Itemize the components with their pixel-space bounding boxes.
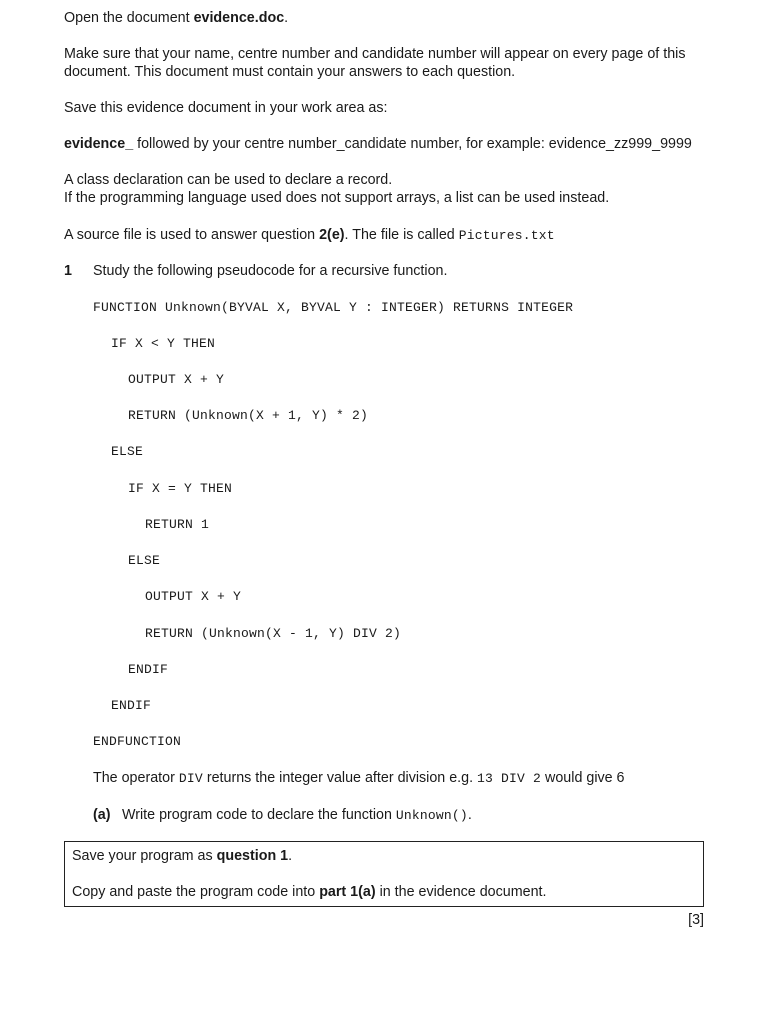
evidence-rest: followed by your centre number_candidate number, for example: evidence_zz999_9999	[133, 136, 692, 152]
class-declaration-note: A class declaration can be used to declare a record.	[64, 172, 393, 188]
box-save-pre: Save your program as	[72, 848, 217, 864]
code-line: ENDFUNCTION	[93, 734, 182, 749]
source-mid: . The file is called	[344, 227, 459, 243]
box-part-ref: part 1(a)	[319, 884, 376, 900]
div-example: 13 DIV 2	[477, 771, 542, 786]
open-text: Open the document	[64, 10, 194, 26]
part-a-pre: Write program code to declare the function	[122, 807, 396, 823]
code-line: ELSE	[111, 444, 144, 459]
part-a-function-name: Unknown()	[395, 808, 468, 823]
div-operator-note	[93, 769, 625, 788]
code-line: RETURN 1	[145, 517, 210, 532]
code-line: OUTPUT X + Y	[128, 372, 225, 387]
source-question-ref: 2(e)	[319, 227, 345, 243]
code-line: IF X < Y THEN	[111, 336, 216, 351]
part-a-post: .	[467, 807, 472, 823]
open-document-instruction	[64, 9, 288, 27]
div-keyword: DIV	[178, 771, 203, 786]
box-copy-line	[72, 883, 546, 901]
make-sure-line-2: document. This document must contain your answers to each question.	[64, 64, 516, 80]
make-sure-line-1: Make sure that your name, centre number and candidate number will appear on every page of this	[64, 46, 686, 62]
box-copy-pre: Copy and paste the program code into	[72, 884, 320, 900]
div-mid: returns the integer value after division e.g.	[202, 770, 478, 786]
div-post: would give 6	[541, 770, 625, 786]
source-pre: A source file is used to answer question	[64, 227, 320, 243]
marks-label: [3]	[688, 912, 704, 928]
box-program-name: question 1	[216, 848, 289, 864]
question-number: 1	[64, 263, 72, 279]
evidence-filename: evidence.doc	[193, 10, 285, 26]
source-filename: Pictures.txt	[458, 228, 555, 243]
save-as-instruction: Save this evidence document in your work area as:	[64, 100, 388, 116]
code-line: FUNCTION Unknown(BYVAL X, BYVAL Y : INTEGER) RETURNS INTEGER	[93, 300, 574, 315]
box-save-line	[72, 847, 292, 865]
part-a-label: (a)	[93, 807, 111, 823]
evidence-naming-instruction	[64, 135, 692, 153]
evidence-prefix: evidence_	[64, 136, 134, 152]
code-line: ENDIF	[128, 662, 169, 677]
box-save-post: .	[288, 848, 293, 864]
code-line: ELSE	[128, 553, 161, 568]
code-line: OUTPUT X + Y	[145, 589, 242, 604]
instruction-box	[64, 841, 704, 907]
div-pre: The operator	[93, 770, 179, 786]
code-line: IF X = Y THEN	[128, 481, 233, 496]
open-post: .	[284, 10, 289, 26]
code-line: RETURN (Unknown(X - 1, Y) DIV 2)	[145, 626, 402, 641]
code-line: RETURN (Unknown(X + 1, Y) * 2)	[128, 408, 369, 423]
code-line: ENDIF	[111, 698, 152, 713]
box-copy-post: in the evidence document.	[375, 884, 547, 900]
source-file-note	[64, 226, 555, 245]
arrays-note: If the programming language used does not support arrays, a list can be used instead.	[64, 190, 610, 206]
question-intro: Study the following pseudocode for a recursive function.	[93, 263, 448, 279]
part-a-instruction	[122, 806, 472, 825]
